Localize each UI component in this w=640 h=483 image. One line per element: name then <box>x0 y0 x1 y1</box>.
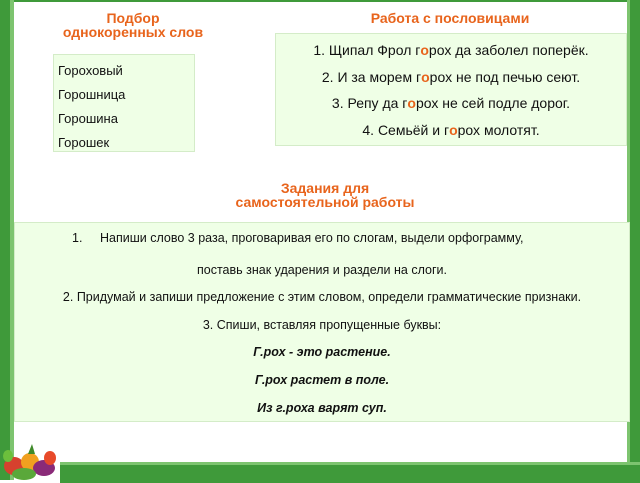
task-3-text: 3. Спиши, вставляя пропущенные буквы: <box>202 318 442 332</box>
highlighted-vowel: о <box>407 95 416 111</box>
highlighted-vowel: о <box>421 68 430 85</box>
highlighted-vowel: о <box>420 42 429 58</box>
task-1-line-a <box>15 231 629 249</box>
tasks-heading-line2: самостоятельной работы <box>235 194 415 210</box>
proverbs-heading-text: Работа с пословицами <box>370 10 530 26</box>
task-2-text: 2. Придумай и запиши предложение с этим словом, определи грамматические признаки. <box>62 290 582 304</box>
roots-heading-line2: однокоренных слов <box>62 24 204 40</box>
proverb-item <box>276 64 626 91</box>
proverb-item <box>276 90 626 117</box>
proverb-text: 4. Семьёй и г <box>362 121 450 138</box>
root-word: Горошина <box>58 111 118 126</box>
proverb-item <box>276 117 626 144</box>
proverb-text: 1. Щипал Фрол г <box>313 42 421 58</box>
proverbs-heading <box>340 11 560 25</box>
exercise-sentence: Г.рох растет в поле. <box>254 373 390 387</box>
roots-word-list <box>53 54 195 152</box>
root-word: Горошница <box>58 87 126 102</box>
tasks-heading <box>200 181 450 209</box>
proverb-text: 2. И за морем г <box>321 68 422 85</box>
roots-heading-line1: Подбор <box>106 10 160 26</box>
proverbs-list <box>275 33 627 146</box>
task-1-line-b: поставь знак ударения и раздели на слоги. <box>196 263 447 277</box>
proverb-text: рох не под печью сеют. <box>429 68 581 85</box>
highlighted-vowel: о <box>449 121 458 138</box>
tasks-heading-line1: Задания для <box>280 180 370 196</box>
exercise-sentence: Г.рох - это растение. <box>253 345 391 359</box>
vegetables-illustration-icon <box>0 436 60 480</box>
proverb-text: 3. Репу да г <box>331 95 408 111</box>
proverb-item <box>276 37 626 64</box>
proverb-text: рох не сей подле дорог. <box>415 95 571 111</box>
proverb-text: рох молотят. <box>457 121 540 138</box>
task-1-text: Напиши слово 3 раза, проговаривая его по слогам, выдели орфограмму, <box>100 231 524 245</box>
root-word: Гороховый <box>58 63 123 78</box>
tasks-panel <box>14 222 630 422</box>
task-1-number: 1. <box>72 231 83 245</box>
proverb-text: рох да заболел поперёк. <box>428 42 589 58</box>
root-word: Горошек <box>58 135 110 150</box>
exercise-sentence: Из г.роха варят суп. <box>257 401 387 415</box>
roots-heading <box>38 11 228 39</box>
